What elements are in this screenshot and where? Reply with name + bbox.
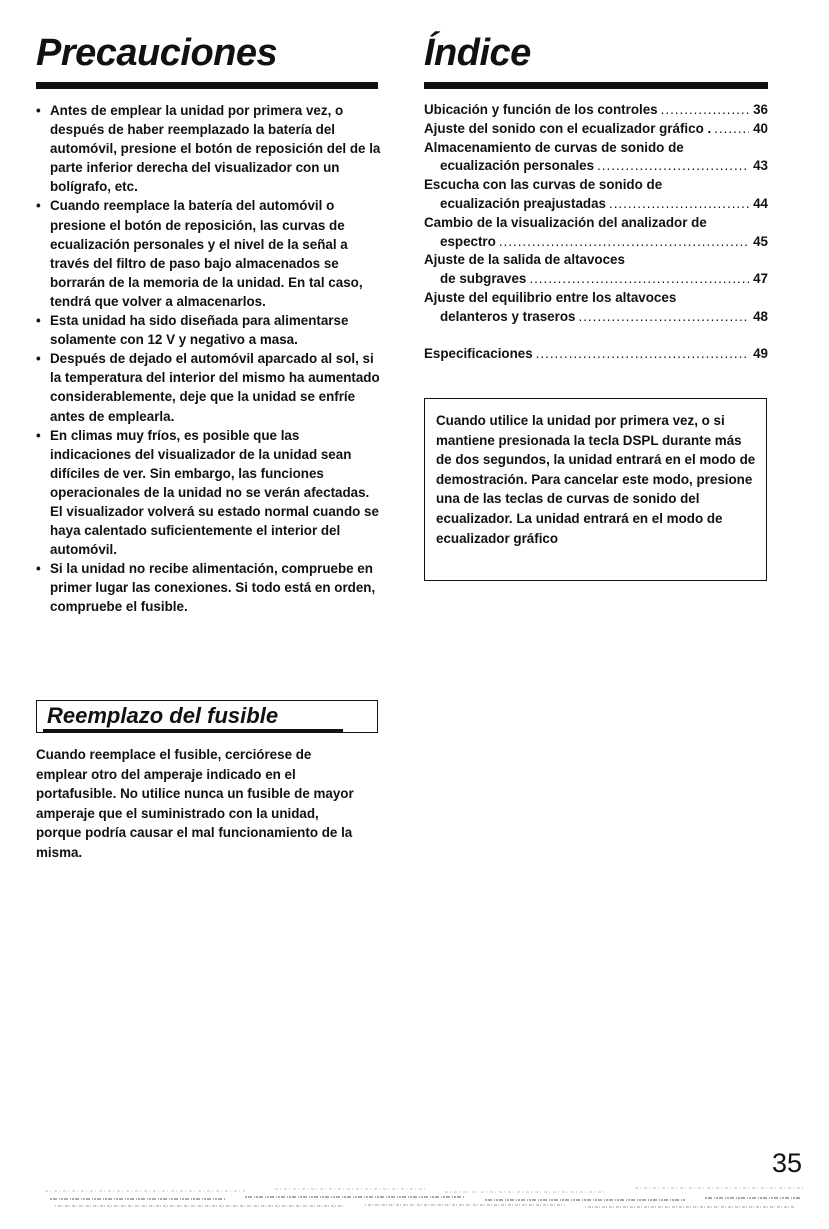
indice-rule	[424, 82, 768, 89]
toc-page-number: 48	[753, 308, 768, 324]
toc-entry-text: de subgraves	[440, 271, 527, 287]
toc-line	[424, 101, 768, 120]
toc-entry-text: Ajuste del sonido con el ecualizador gráfico .	[424, 120, 712, 136]
toc-line	[424, 139, 768, 158]
toc-entry-text: ecualización preajustadas	[440, 195, 606, 211]
page-number: 35	[771, 1148, 802, 1178]
toc-entry	[424, 101, 768, 120]
toc-page-number: 43	[753, 158, 768, 174]
scan-noise-decoration	[45, 1183, 805, 1213]
toc-line	[424, 233, 768, 252]
precauciones-title: Precauciones	[36, 32, 278, 74]
toc-entry-text: Ajuste de la salida de altavoces	[424, 252, 625, 268]
precaution-item: • Cuando reemplace la batería del automóvil o presione el botón de reposición, las curvas de ecualización personales y el nivel de la señal a través del filtro de paso bajo almacenados se borrarán de la memoria de la unidad. En tal caso, tendrá que volver a almacenarlos.	[36, 196, 382, 311]
precauciones-section	[36, 32, 382, 617]
precauciones-rule	[36, 82, 378, 89]
demo-mode-notice-box	[424, 398, 767, 581]
toc-leader-dots	[597, 157, 749, 176]
toc-entry	[424, 289, 768, 327]
toc-gap	[424, 327, 768, 345]
indice-section	[424, 32, 768, 363]
toc-entry	[424, 214, 768, 252]
toc-entry-text: Especificaciones	[424, 345, 533, 361]
toc-entry-text: Escucha con las curvas de sonido de	[424, 177, 663, 193]
toc-leader-dots	[578, 308, 749, 327]
toc-page-number: 49	[753, 345, 768, 361]
precauciones-list	[36, 101, 382, 617]
toc-entry	[424, 251, 768, 289]
toc-line	[424, 289, 768, 308]
toc-line	[424, 176, 768, 195]
toc-page-number: 44	[753, 195, 768, 211]
precaution-item: • En climas muy fríos, es posible que las indicaciones del visualizador de la unidad sean difíciles de ver. Sin embargo, las funciones operacionales de la unidad no se verán afectadas. El visualizador volverá su estado normal cuando se haya calentado suficientemente el interior del automóvil.	[36, 426, 382, 560]
toc-line	[424, 251, 768, 270]
toc-line	[424, 345, 768, 364]
toc-page-number: 47	[753, 271, 768, 287]
toc-entry	[424, 139, 768, 177]
fusible-title: Reemplazo del fusible	[47, 703, 279, 728]
toc-page-number: 45	[753, 233, 768, 249]
precaution-item: • Si la unidad no recibe alimentación, compruebe en primer lugar las conexiones. Si todo está en orden, compruebe el fusible.	[36, 559, 382, 616]
fusible-heading-box	[36, 700, 378, 733]
toc-leader-dots	[529, 270, 749, 289]
toc-entry	[424, 176, 768, 214]
toc-page-number: 36	[753, 102, 768, 117]
precaution-item: • Esta unidad ha sido diseñada para alimentarse solamente con 12 V y negativo a masa.	[36, 311, 382, 349]
table-of-contents	[424, 101, 768, 363]
toc-leader-dots	[536, 345, 749, 364]
toc-entry-text: espectro	[440, 233, 496, 249]
toc-leader-dots	[609, 195, 749, 214]
fusible-title-underline	[43, 729, 343, 732]
demo-mode-notice-text: Cuando utilice la unidad por primera vez, o si mantiene presionada la tecla DSPL durante más de dos segundos, la unidad entrará en el modo de demostración. Para cancelar este modo, presione una de las teclas de curvas de sonido del ecualizador. La unidad entrará en el modo de ecualizador gráfico	[436, 413, 756, 546]
toc-entry	[424, 345, 768, 364]
toc-line	[424, 195, 768, 214]
toc-line	[424, 308, 768, 327]
toc-entry-text: Ajuste del equilibrio entre los altavoces	[424, 289, 677, 305]
toc-leader-dots	[499, 233, 749, 252]
toc-leader-dots	[661, 101, 749, 120]
toc-entry	[424, 120, 768, 139]
toc-leader-dots	[714, 120, 749, 139]
precaution-item: • Antes de emplear la unidad por primera vez, o después de haber reemplazado la batería del automóvil, presione el botón de reposición del de la parte inferior derecha del visualizador con un bolígrafo, etc.	[36, 101, 382, 196]
toc-entry-text: Ubicación y función de los controles	[424, 102, 658, 117]
indice-title: Índice	[424, 32, 531, 74]
toc-line	[424, 214, 768, 233]
toc-entry-text: delanteros y traseros	[440, 308, 576, 324]
toc-entry-text: Cambio de la visualización del analizador de	[424, 214, 707, 230]
precaution-item: • Después de dejado el automóvil aparcado al sol, si la temperatura del interior del mismo ha aumentado considerablemente, deje que la unidad se enfríe antes de emplearla.	[36, 349, 382, 425]
toc-entry-text: ecualización personales	[440, 158, 595, 174]
toc-line	[424, 270, 768, 289]
toc-entry-text: Almacenamiento de curvas de sonido de	[424, 139, 684, 155]
fusible-text: Cuando reemplace el fusible, cerciórese de emplear otro del amperaje indicado en el portafusible. No utilice nunca un fusible de mayor amperaje que el suministrado con la unidad, porque podría causar el mal funcionamiento de la misma.	[36, 747, 354, 860]
toc-page-number: 40	[753, 120, 768, 136]
toc-line	[424, 157, 768, 176]
toc-line	[424, 120, 768, 139]
